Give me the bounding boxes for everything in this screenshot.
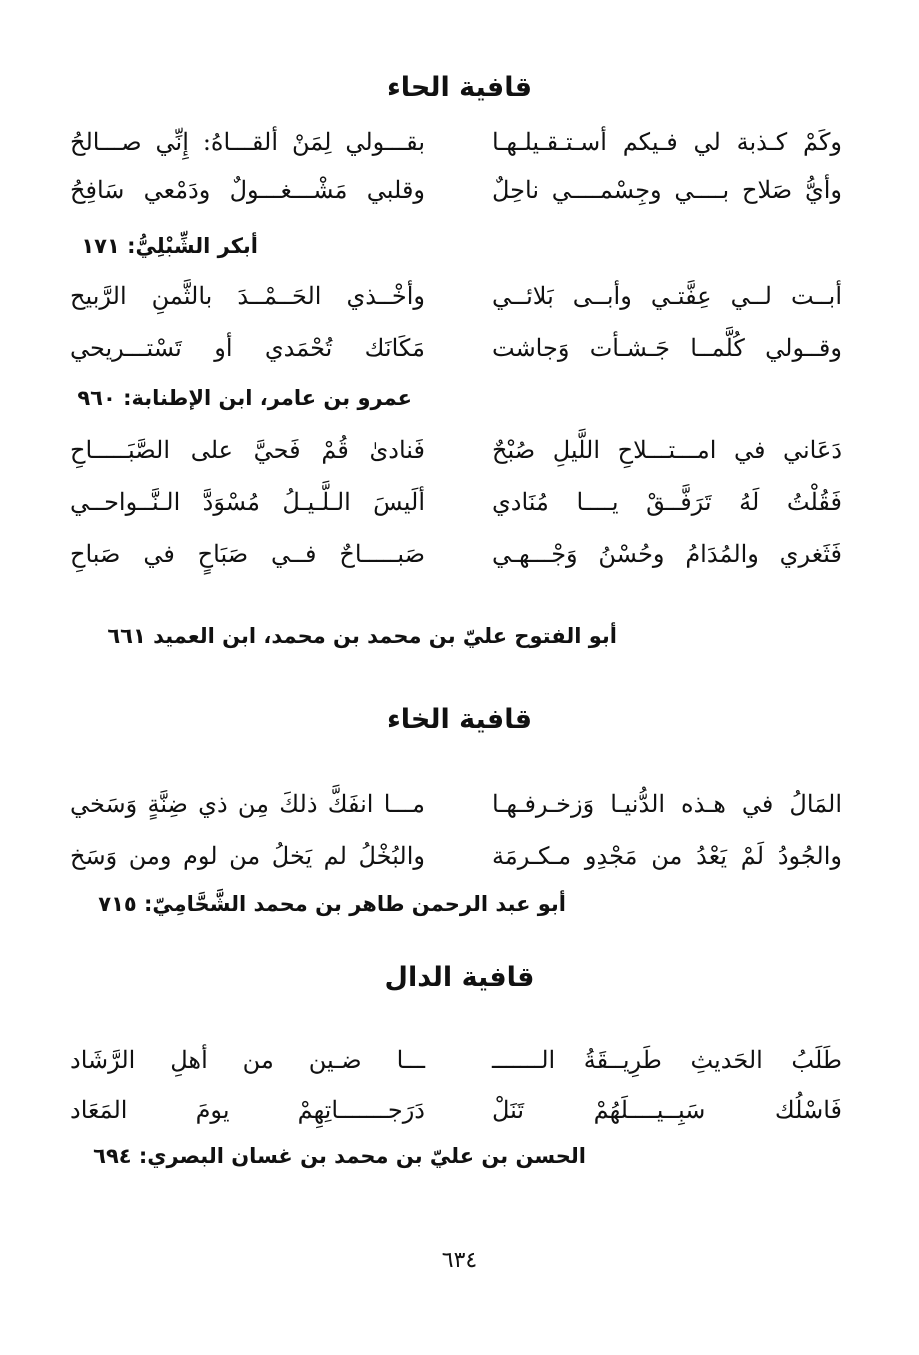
verse-row <box>70 790 842 834</box>
verse-second-hemistich: فَنادىٰ قُمْ فَحيَّ على الصَّبَـــــاحِ <box>70 436 425 464</box>
verse-row <box>70 282 842 326</box>
verse-first-hemistich: طَلَبُ الحَديثِ طَرِيــقَةُ الـــــــ <box>492 1046 842 1074</box>
verse-row <box>70 488 842 532</box>
poet-attribution: عمرو بن عامر، ابن الإطنابة: ٩٦٠ <box>77 386 412 410</box>
verse-first-hemistich: والجُودُ لَمْ يَعْدُ من مَجْدِو مـكـرمَة <box>492 842 842 870</box>
verse-second-hemistich: وقلبي مَشْـــغـــولٌ ودَمْعي سَافِحُ <box>70 176 425 204</box>
verse-row <box>70 842 842 886</box>
verse-row <box>70 540 842 584</box>
verse-second-hemistich: والبُخْلُ لم يَخلُ من لوم ومن وَسَخ <box>70 842 425 870</box>
poet-attribution: أبكر الشِّبْلِيُّ: ١٧١ <box>81 234 258 258</box>
section-heading-ha: قافية الحاء <box>386 72 533 103</box>
verse-row <box>70 436 842 480</box>
verse-second-hemistich: ألَيسَ الـلَّـيـلُ مُسْوَدَّ الـنَّــواحــي <box>70 488 425 516</box>
verse-first-hemistich: وكَمْ كـذبة لي فـيكم أسـتـقـيلـهـا <box>492 128 842 156</box>
verse-second-hemistich: ـــا ضـين من أهلِ الرَّشَاد <box>70 1046 425 1074</box>
section-heading-kha: قافية الخاء <box>386 704 533 735</box>
verse-row <box>70 1046 842 1090</box>
verse-first-hemistich: أبــت لــي عِفَّتـي وأبــى بَلائــي <box>492 282 842 310</box>
verse-first-hemistich: فَاسْلُك سَبِــيــــلَهُمْ تَنَلْ <box>492 1096 842 1124</box>
poet-attribution: أبو الفتوح عليّ بن محمد بن محمد، ابن العميد ٦٦١ <box>107 624 617 648</box>
verse-first-hemistich: وقــولي كُلَّمــا جَـشـأت وَجاشت <box>492 334 842 362</box>
verse-second-hemistich: صَبـــــاحٌ فــي صَبَاحٍ في صَباحِ <box>70 540 425 568</box>
page-number: ٦٣٤ <box>441 1248 478 1273</box>
verse-second-hemistich: دَرَجـــــــاتِهِمْ يومَ المَعَاد <box>70 1096 425 1124</box>
section-heading-dal: قافية الدال <box>384 962 535 993</box>
verse-first-hemistich: وأيُّ صَلاح بــــي وجِسْمــــي ناحِلٌ <box>492 176 842 204</box>
poet-attribution: أبو عبد الرحمن طاهر بن محمد الشَّحَّامِيّ: ٧١٥ <box>98 892 566 916</box>
verse-row <box>70 128 842 172</box>
verse-second-hemistich: بقـــولي لِمَنْ ألقـــاهُ: إِنِّي صـــالحُ <box>70 128 425 156</box>
verse-first-hemistich: المَالُ في هـذه الدُّنيـا وَزخـرفـهـا <box>492 790 842 818</box>
verse-row <box>70 176 842 220</box>
verse-row <box>70 1096 842 1140</box>
verse-second-hemistich: مَكَانَك تُحْمَدي أو تَسْتـــريحي <box>70 334 425 362</box>
verse-first-hemistich: فَثَغري والمُدَامُ وحُسْنُ وَجْـــهـي <box>492 540 842 568</box>
verse-second-hemistich: وأخْــذي الحَــمْــدَ بالثَّمنِ الرَّبيح <box>70 282 425 310</box>
verse-second-hemistich: مـــا انفَكَّ ذلكَ مِن ذي ضِنَّةٍ وَسَخي <box>70 790 425 818</box>
verse-first-hemistich: دَعَاني في امـــتـــلاحِ اللَّيلِ صُبْحٌ <box>492 436 842 464</box>
poet-attribution: الحسن بن عليّ بن محمد بن غسان البصري: ٦٩٤ <box>93 1144 586 1168</box>
verse-row <box>70 334 842 378</box>
verse-first-hemistich: فَقُلْتُ لَهُ تَرَفَّــقْ يــــا مُنَادي <box>492 488 842 516</box>
